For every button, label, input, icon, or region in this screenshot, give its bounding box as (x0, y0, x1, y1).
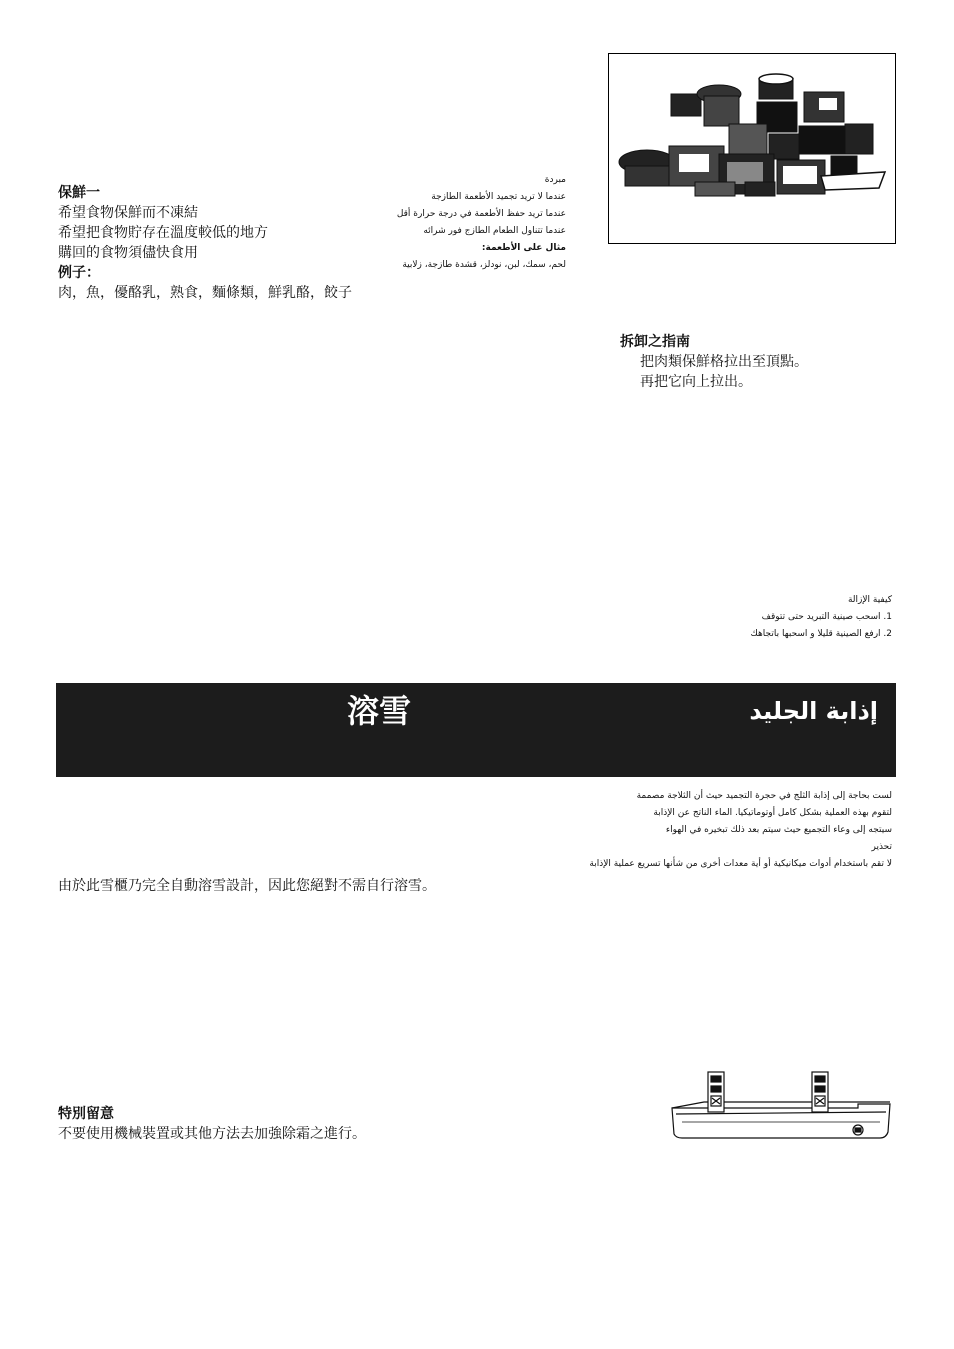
defrost-text-zh: 由於此雪櫃乃完全自動溶雪設計，因此您絕對不需自行溶雪。 (58, 878, 436, 894)
removal-line: 再把它向上拉出。 (640, 374, 752, 390)
removal-heading: 拆卸之指南 (620, 334, 690, 350)
banner-title-ar: إذابة الجليد (749, 697, 878, 725)
warning-text-ar: لا تقم باستخدام أدوات ميكانيكية أو أية معدات أخرى من شأنها تسريع عملية الإذابة (589, 859, 892, 869)
food-photo (608, 53, 896, 244)
fresh-line-ar: عندما لا تريد تجميد الأطعمة الطازجة (431, 192, 566, 202)
fresh-line: 希望把食物貯存在溫度較低的地方 (58, 225, 268, 241)
banner-title-zh: 溶雪 (346, 692, 411, 730)
food-illustration (609, 54, 895, 243)
fresh-section-ar (306, 172, 566, 274)
fresh-heading: 保鮮一 (58, 185, 100, 201)
defrost-line-ar: لتقوم بهذه العملية بشكل كامل أوتوماتيكيا. الماء الناتج عن الإذابة (653, 808, 892, 818)
fresh-heading-ar: مبردة (544, 175, 566, 185)
fresh-line-ar: عندما تتناول الطعام الطازج فور شرائه (423, 226, 566, 236)
removal-step-ar: 1. اسحب صينية التبريد حتى تتوقف (761, 612, 892, 622)
tray-drawing (668, 1068, 896, 1146)
example-heading-ar: مثال على الأطعمة: (481, 243, 566, 253)
removal-step-ar: 2. ارفع الصينية قليلا و اسحبها باتجاهك (750, 629, 892, 639)
removal-section-zh (620, 332, 808, 392)
notice-heading: 特別留意 (58, 1106, 114, 1122)
example-text: 肉，魚，優酪乳，熟食，麵條類，鮮乳酪，餃子 (58, 285, 352, 301)
fresh-line: 購回的食物須儘快食用 (58, 245, 198, 261)
defrost-line-ar: لست بحاجة إلى إذابة الثلج في حجرة التجميد حيث أن الثلاجة مصممة (636, 791, 892, 801)
fresh-line-ar: عندما تريد حفظ الأطعمة في درجة حرارة أقل (396, 209, 566, 219)
notice-section-zh (58, 1104, 366, 1144)
notice-text: 不要使用機械裝置或其他方法去加強除霜之進行。 (58, 1126, 366, 1142)
tray-illustration (668, 1068, 896, 1146)
example-text-ar: لحم، سمك، لبن، نودلز، قشدة طازجة، زلابية (402, 260, 566, 270)
fresh-line: 希望食物保鮮而不凍結 (58, 205, 198, 221)
defrost-section-ar (472, 788, 892, 873)
defrost-line-ar: سيتجه إلى وعاء التجميع حيث سيتم بعد ذلك تبخيره في الهواء (665, 825, 892, 835)
removal-line: 把肉類保鮮格拉出至頂點。 (640, 354, 808, 370)
defrost-banner (56, 683, 896, 777)
example-heading: 例子： (58, 265, 100, 281)
warning-heading-ar: تحذير (871, 842, 892, 852)
removal-section-ar (632, 592, 892, 643)
removal-heading-ar: كيفية الإزالة (847, 595, 892, 605)
defrost-section-zh (58, 876, 436, 896)
